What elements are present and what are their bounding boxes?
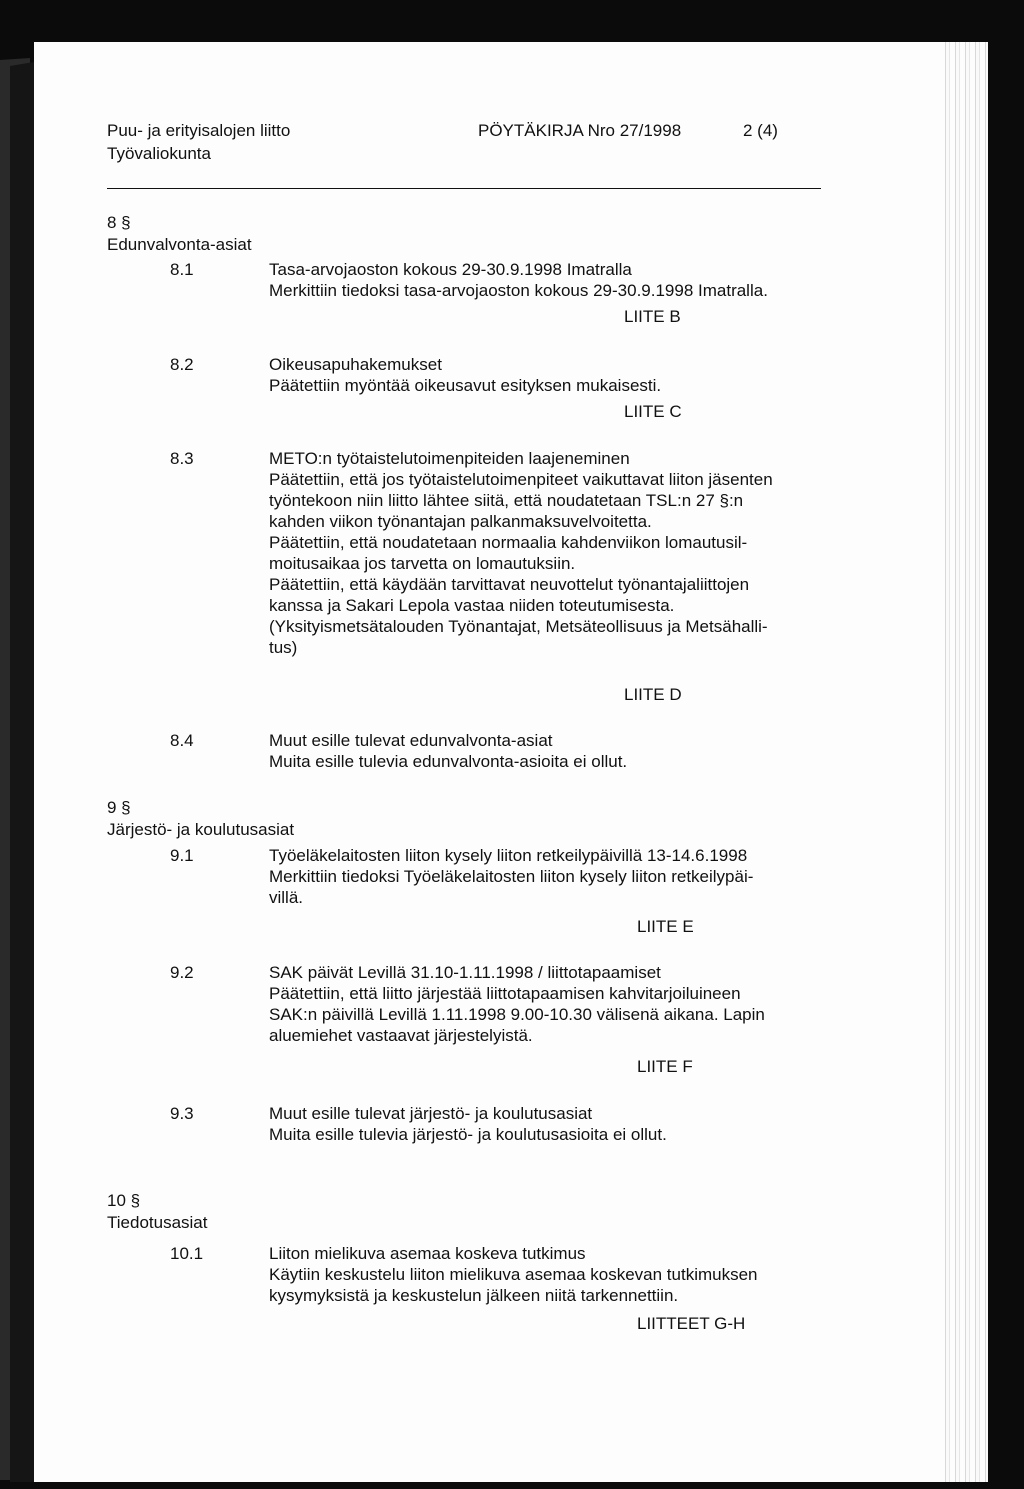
item-line: Muita esille tulevia järjestö- ja koulutusasioita ei ollut. xyxy=(269,1125,667,1144)
item-title: Oikeusapuhakemukset xyxy=(269,355,442,374)
item-number: 10.1 xyxy=(170,1244,204,1263)
item-number: 8.2 xyxy=(170,355,194,374)
section-title: Tiedotusasiat xyxy=(107,1213,208,1232)
item-number: 8.3 xyxy=(170,449,194,468)
header-doc-title: PÖYTÄKIRJA Nro 27/1998 xyxy=(478,121,682,140)
item-line: Käytiin keskustelu liiton mielikuva asemaa koskevan tutkimuksen xyxy=(269,1265,758,1284)
item-line: Merkittiin tiedoksi tasa-arvojaoston kokous 29-30.9.1998 Imatralla. xyxy=(269,281,768,300)
item-title: Työeläkelaitosten liiton kysely liiton retkeilypäivillä 13-14.6.1998 xyxy=(269,846,748,865)
section-heading xyxy=(107,212,252,256)
section-heading xyxy=(107,1190,207,1234)
attachment-label: LIITE E xyxy=(637,917,694,936)
item-line: kysymyksistä ja keskustelun jälkeen niitä tarkennettiin. xyxy=(269,1286,679,1305)
item-line: villä. xyxy=(269,888,304,907)
attachment-label: LIITTEET G-H xyxy=(637,1314,746,1333)
item-number: 9.2 xyxy=(170,963,194,982)
item-title: Muut esille tulevat järjestö- ja koulutusasiat xyxy=(269,1104,593,1123)
item-title: SAK päivät Levillä 31.10-1.11.1998 / liittotapaamiset xyxy=(269,963,661,982)
header-page-number: 2 (4) xyxy=(743,121,778,140)
item-title: Liiton mielikuva asemaa koskeva tutkimus xyxy=(269,1244,586,1263)
item-title: Muut esille tulevat edunvalvonta-asiat xyxy=(269,731,553,750)
header-committee: Työvaliokunta xyxy=(107,144,211,163)
item-line: työntekoon niin liitto lähtee siitä, että noudatetaan TSL:n 27 §:n xyxy=(269,491,744,510)
section-number: 10 § xyxy=(107,1191,141,1210)
item-title: METO:n työtaistelutoimenpiteiden laajeneminen xyxy=(269,449,630,468)
item-number: 8.4 xyxy=(170,731,194,750)
item-line: kanssa ja Sakari Lepola vastaa niiden toteutumisesta. xyxy=(269,596,675,615)
item-number: 9.3 xyxy=(170,1104,194,1123)
item-number: 8.1 xyxy=(170,260,194,279)
item-number: 9.1 xyxy=(170,846,194,865)
item-line: Merkittiin tiedoksi Työeläkelaitosten liiton kysely liiton retkeilypäi- xyxy=(269,867,754,886)
item-title: Tasa-arvojaoston kokous 29-30.9.1998 Imatralla xyxy=(269,260,632,279)
item-line: kahden viikon työnantajan palkanmaksuvelvoitetta. xyxy=(269,512,652,531)
section-number: 9 § xyxy=(107,798,131,817)
header-org: Puu- ja erityisalojen liitto xyxy=(107,121,291,140)
item-line: tus) xyxy=(269,638,298,657)
item-line: Päätettiin, että noudatetaan normaalia kahdenviikon lomautusil- xyxy=(269,533,748,552)
item-line: Muita esille tulevia edunvalvonta-asioita ei ollut. xyxy=(269,752,628,771)
section-title: Järjestö- ja koulutusasiat xyxy=(107,820,295,839)
section-heading xyxy=(107,797,294,841)
item-line: (Yksityismetsätalouden Työnantajat, Metsäteollisuus ja Metsähalli- xyxy=(269,617,768,636)
item-line: Päätettiin myöntää oikeusavut esityksen mukaisesti. xyxy=(269,376,662,395)
attachment-label: LIITE B xyxy=(624,307,681,326)
item-line: moitusaikaa jos tarvetta on lomautuksiin. xyxy=(269,554,576,573)
attachment-label: LIITE D xyxy=(624,685,682,704)
item-line: Päätettiin, että käydään tarvittavat neuvottelut työnantajaliittojen xyxy=(269,575,750,594)
attachment-label: LIITE F xyxy=(637,1057,693,1076)
item-line: Päätettiin, että liitto järjestää liittotapaamisen kahvitarjoiluineen xyxy=(269,984,741,1003)
item-line: Päätettiin, että jos työtaistelutoimenpiteet vaikuttavat liiton jäsenten xyxy=(269,470,773,489)
attachment-label: LIITE C xyxy=(624,402,682,421)
item-line: SAK:n päivillä Levillä 1.11.1998 9.00-10.30 välisenä aikana. Lapin xyxy=(269,1005,765,1024)
header-divider xyxy=(107,188,821,189)
item-line: aluemiehet vastaavat järjestelyistä. xyxy=(269,1026,533,1045)
section-number: 8 § xyxy=(107,213,131,232)
section-title: Edunvalvonta-asiat xyxy=(107,235,252,254)
